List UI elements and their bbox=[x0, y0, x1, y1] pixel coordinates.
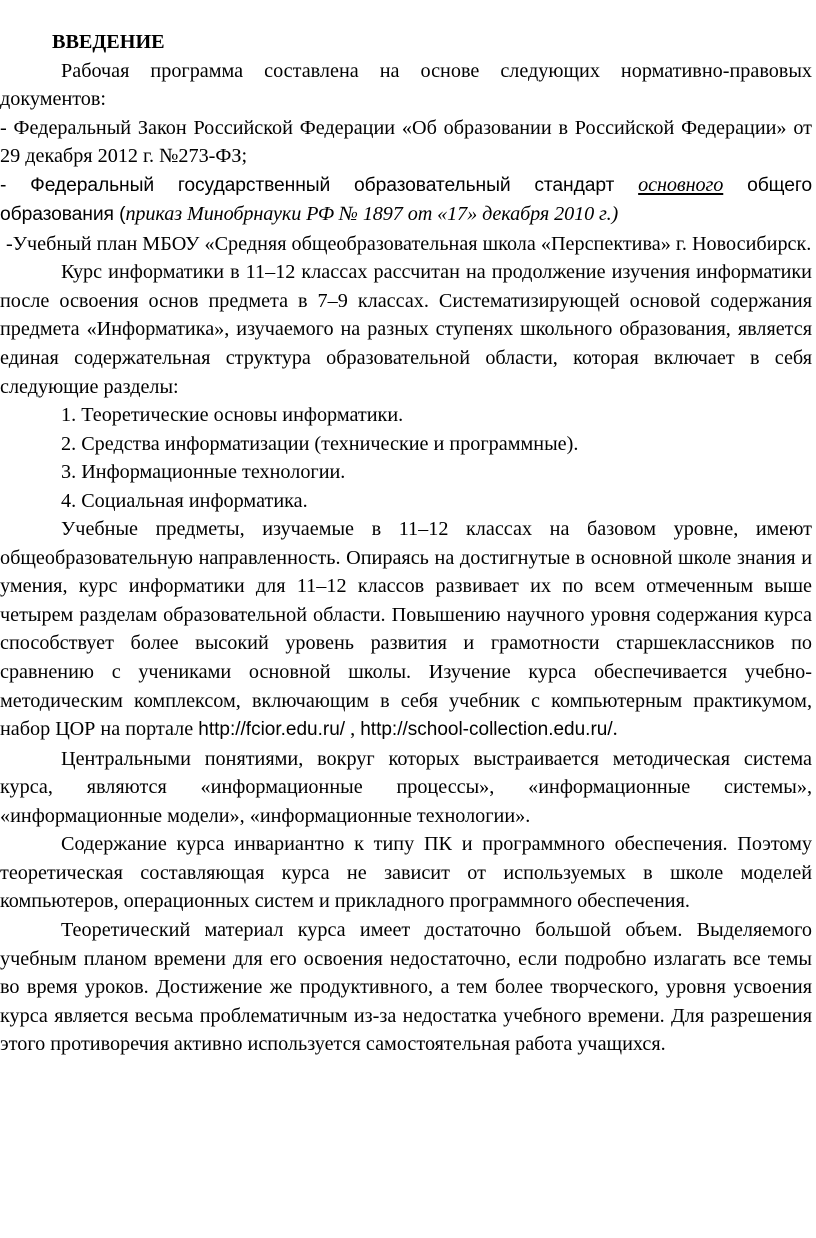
document-item-federal-law: - Федеральный Закон Российской Федерации «Об образовании в Российской Федерации» от 29 декабря 2012 г. №273-ФЗ; bbox=[0, 116, 812, 168]
link-fcior[interactable]: http://fcior.edu.ru/ bbox=[198, 719, 346, 741]
paragraph-course-overview: Курс информатики в 11–12 классах рассчитан на продолжение изучения информатики после освоения основ предмета в 7–9 классах. Систематизирующей основой содержания предмета «Информатика», изучаемого на разных ступенях школьного образования, является единая содержательная структура образовательной области, которая включает в себя следующие разделы: bbox=[0, 261, 812, 398]
list-item: 3. Информационные технологии. bbox=[61, 461, 346, 484]
section-heading: ВВЕДЕНИЕ bbox=[52, 31, 165, 53]
subjects-text: Учебные предметы, изучаемые в 11–12 классах на базовом уровне, имеют общеобразовательную направленность. Опираясь на достигнутые в основной школе знания и умения, курс информатики для 11–12 классов развивает их по всем отмеченным выше четырем разделам образовательной области. Повышению научного уровня содержания курса способствует более высокий уровень развития и грамотности старшеклассников по сравнению с учениками основной школы. Изучение курса обеспечивается учебно-методическим комплексом, включающим в себя учебник с компьютерным практикумом, набор ЦОР на портале bbox=[0, 518, 812, 741]
sections-list bbox=[0, 401, 812, 515]
standard-middle: общего образования ( bbox=[0, 174, 812, 226]
link-separator: , bbox=[345, 718, 361, 741]
list-item: 4. Социальная информатика. bbox=[61, 489, 308, 512]
list-item: 2. Средства информатизации (технические и программные). bbox=[61, 432, 579, 455]
subjects-end: . bbox=[612, 718, 618, 741]
document-item-standard bbox=[0, 171, 812, 230]
paragraph-subjects bbox=[0, 515, 812, 744]
paragraph-theory: Теоретический материал курса имеет достаточно большой объем. Выделяемого учебным планом времени для его освоения недостаточно, если подробно излагать все темы во время уроков. Достижение же продуктивного, а тем более творческого, уровня усвоения курса является весьма проблематичным из-за недостатка учебного времени. Для разрешения этого противоречия активно используется самостоятельная работа учащихся. bbox=[0, 918, 812, 1056]
intro-paragraph: Рабочая программа составлена на основе следующих нормативно-правовых документов: bbox=[0, 59, 812, 111]
link-school-collection[interactable]: http://school-collection.edu.ru/ bbox=[360, 719, 613, 741]
standard-order-reference: приказ Минобрнауки РФ № 1897 от «17» декабря 2010 г.) bbox=[125, 203, 619, 226]
paragraph-concepts: Центральными понятиями, вокруг которых выстраивается методическая система курса, являются «информационные процессы», «информационные системы», «информационные модели», «информационные технологии». bbox=[0, 747, 812, 827]
list-item: 1. Теоретические основы информатики. bbox=[61, 404, 404, 427]
standard-prefix: - Федеральный государственный образовательный стандарт bbox=[0, 174, 639, 196]
document-item-curriculum: -Учебный план МБОУ «Средняя общеобразовательная школа «Перспектива» г. Новосибирск. bbox=[6, 232, 812, 255]
paragraph-invariant: Содержание курса инвариантно к типу ПК и программного обеспечения. Поэтому теоретическая составляющая курса не зависит от используемых в школе моделей компьютеров, операционных систем и прикладного программного обеспечения. bbox=[0, 833, 812, 913]
standard-underlined-word: основного bbox=[638, 173, 724, 196]
